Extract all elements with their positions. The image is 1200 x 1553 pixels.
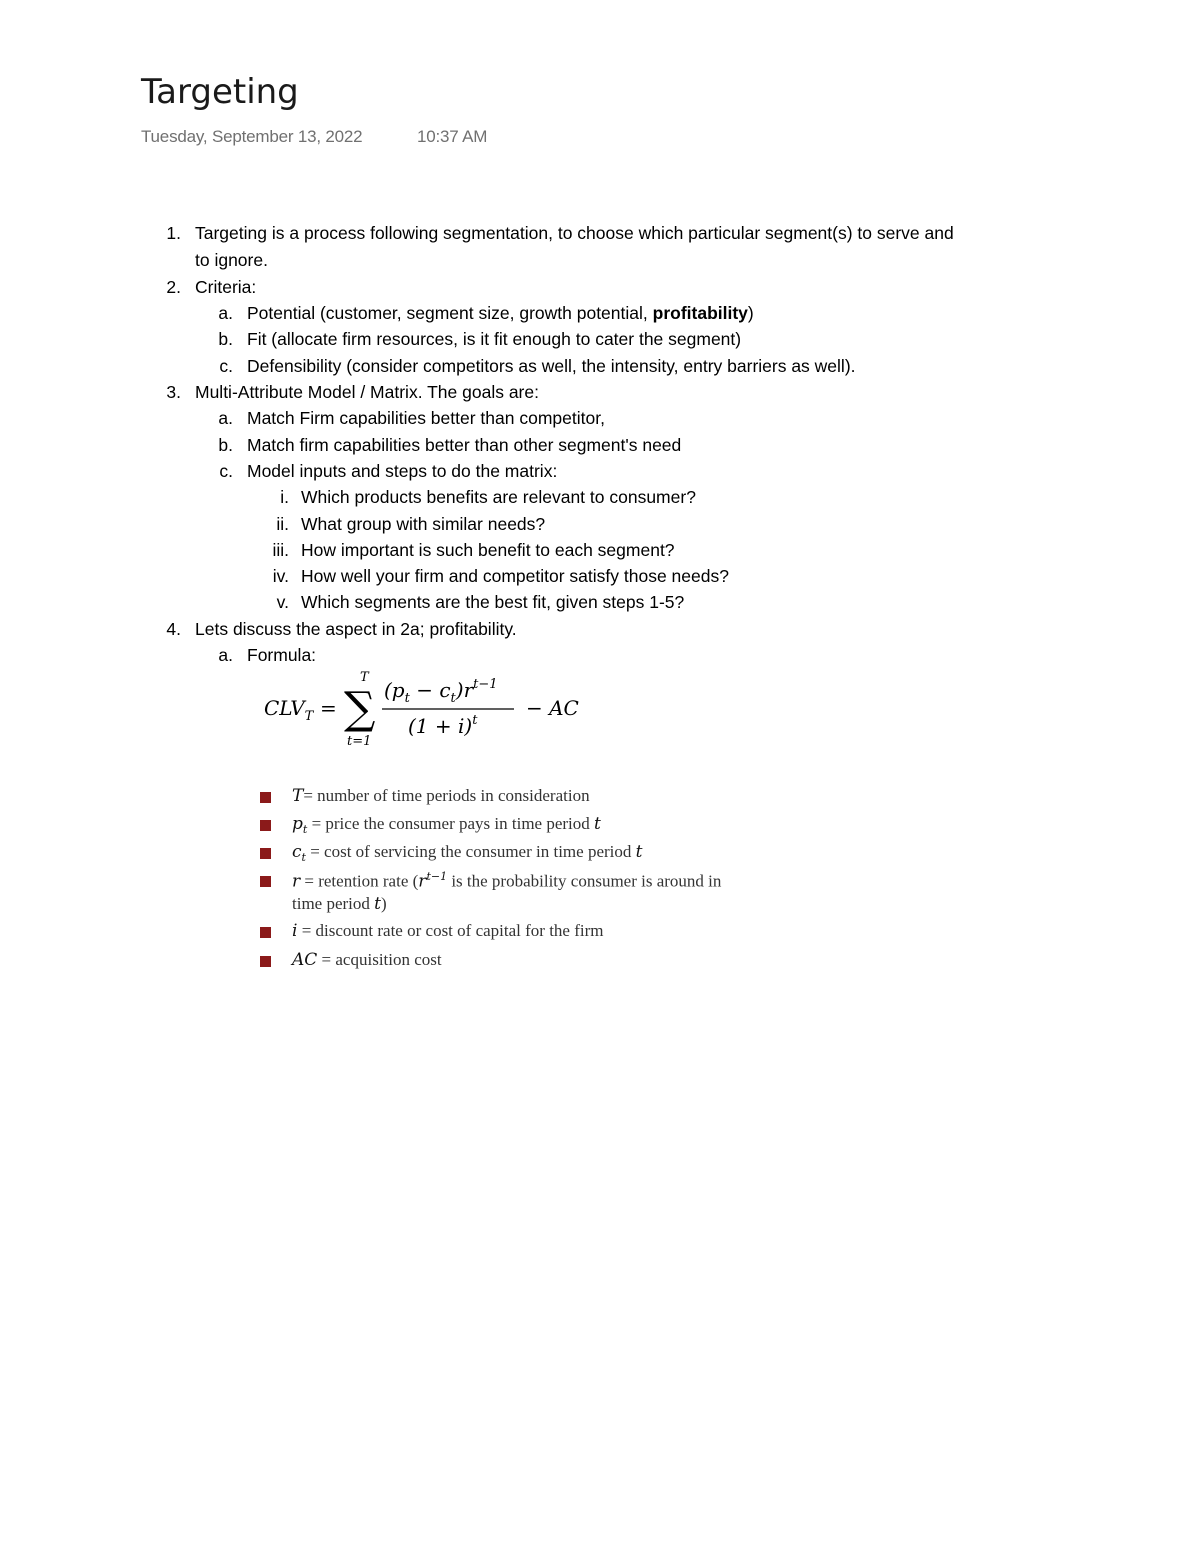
list-text: Targeting is a process following segmentation, to choose which particular segment(s) to serve and — [195, 223, 954, 243]
square-bullet-icon — [260, 956, 271, 967]
square-bullet-icon — [260, 876, 271, 887]
legend-symbol: c — [292, 842, 302, 862]
page-time: 10:37 AM — [417, 127, 488, 146]
list-text: Criteria: — [195, 277, 257, 297]
list-text: Model inputs and steps to do the matrix: — [247, 461, 558, 481]
list-marker: 3. — [166, 382, 181, 402]
legend-symbol: p — [292, 814, 303, 834]
legend-text: = discount rate or cost of capital for the firm — [297, 921, 604, 940]
list-marker: b. — [218, 329, 233, 349]
list-text: Match firm capabilities better than other segment's need — [247, 435, 682, 455]
legend-text: = number of time periods in consideration — [303, 786, 590, 805]
legend-superscript: t−1 — [426, 870, 448, 883]
legend-subscript: t — [302, 823, 308, 837]
text-regular: Potential (customer, segment size, growth potential, — [247, 303, 653, 323]
list-text: Formula: — [247, 645, 317, 665]
text-tail: ) — [747, 303, 754, 323]
legend-symbol: r — [418, 871, 427, 892]
legend-symbol: T — [292, 786, 304, 806]
list-marker: a. — [218, 303, 233, 323]
list-text: Which products benefits are relevant to consumer? — [301, 487, 696, 507]
list-text: How important is such benefit to each segment? — [301, 540, 675, 560]
page-date: Tuesday, September 13, 2022 — [141, 127, 363, 146]
formula-minus-ac: − AC — [526, 696, 579, 720]
formula-lhs: $CLV_T$ — [264, 696, 314, 724]
legend-text: is the probability consumer is around in — [447, 871, 722, 891]
legend-variable: t — [374, 894, 381, 914]
sum-upper: T — [360, 670, 369, 685]
list-text: Fit (allocate firm resources, is it fit enough to cater the segment) — [247, 329, 742, 349]
legend-symbol: r — [292, 871, 301, 892]
legend-text: ) — [381, 894, 387, 913]
list-marker: a. — [218, 408, 233, 428]
list-text: Lets discuss the aspect in 2a; profitability. — [195, 619, 517, 639]
list-text: Multi-Attribute Model / Matrix. The goals are: — [195, 382, 539, 402]
list-marker: a. — [218, 645, 233, 665]
legend-subscript: t — [301, 851, 306, 865]
legend-text: time period — [292, 894, 375, 913]
list-marker: iv. — [272, 566, 289, 586]
list-marker: 1. — [166, 223, 181, 243]
list-marker: c. — [219, 356, 233, 376]
list-marker: 4. — [166, 619, 181, 639]
text-bold: profitability — [652, 303, 748, 323]
list-text: Match Firm capabilities better than competitor, — [247, 408, 605, 428]
formula-denominator: $(1 + i)^t$ — [408, 713, 478, 738]
page-title: Targeting — [141, 72, 299, 112]
legend-variable: t — [594, 814, 601, 834]
list-text: Which segments are the best fit, given steps 1-5? — [301, 592, 685, 612]
square-bullet-icon — [260, 820, 271, 831]
list-text: Defensibility (consider competitors as well, the intensity, entry barriers as well). — [247, 356, 856, 376]
square-bullet-icon — [260, 792, 271, 803]
list-marker: b. — [218, 435, 233, 455]
list-marker: iii. — [272, 540, 289, 560]
sum-icon: ∑ — [344, 683, 376, 734]
list-text — [247, 302, 754, 324]
formula-numerator: $(p_t - c_t)r^{t-1}$ — [384, 677, 498, 706]
sum-lower: t=1 — [347, 734, 372, 749]
legend-text: = cost of servicing the consumer in time period — [305, 842, 636, 861]
legend-text: = retention rate ( — [300, 871, 419, 891]
clv-formula — [258, 665, 598, 750]
legend-symbol: AC — [292, 950, 318, 970]
list-text: How well your firm and competitor satisfy those needs? — [301, 566, 729, 586]
list-text: to ignore. — [195, 250, 268, 270]
legend-symbol: i — [292, 921, 298, 941]
square-bullet-icon — [260, 848, 271, 859]
legend-text: = price the consumer pays in time period — [307, 814, 595, 833]
list-marker: v. — [276, 592, 289, 612]
legend-variable: t — [635, 842, 643, 862]
formula-equals: = — [320, 696, 337, 720]
list-marker: 2. — [166, 277, 181, 297]
list-marker: c. — [219, 461, 233, 481]
list-marker: i. — [280, 487, 289, 507]
square-bullet-icon — [260, 927, 271, 938]
page-meta — [141, 127, 488, 147]
list-marker: ii. — [276, 514, 289, 534]
list-text: What group with similar needs? — [301, 514, 546, 534]
legend-text: = acquisition cost — [317, 950, 442, 969]
